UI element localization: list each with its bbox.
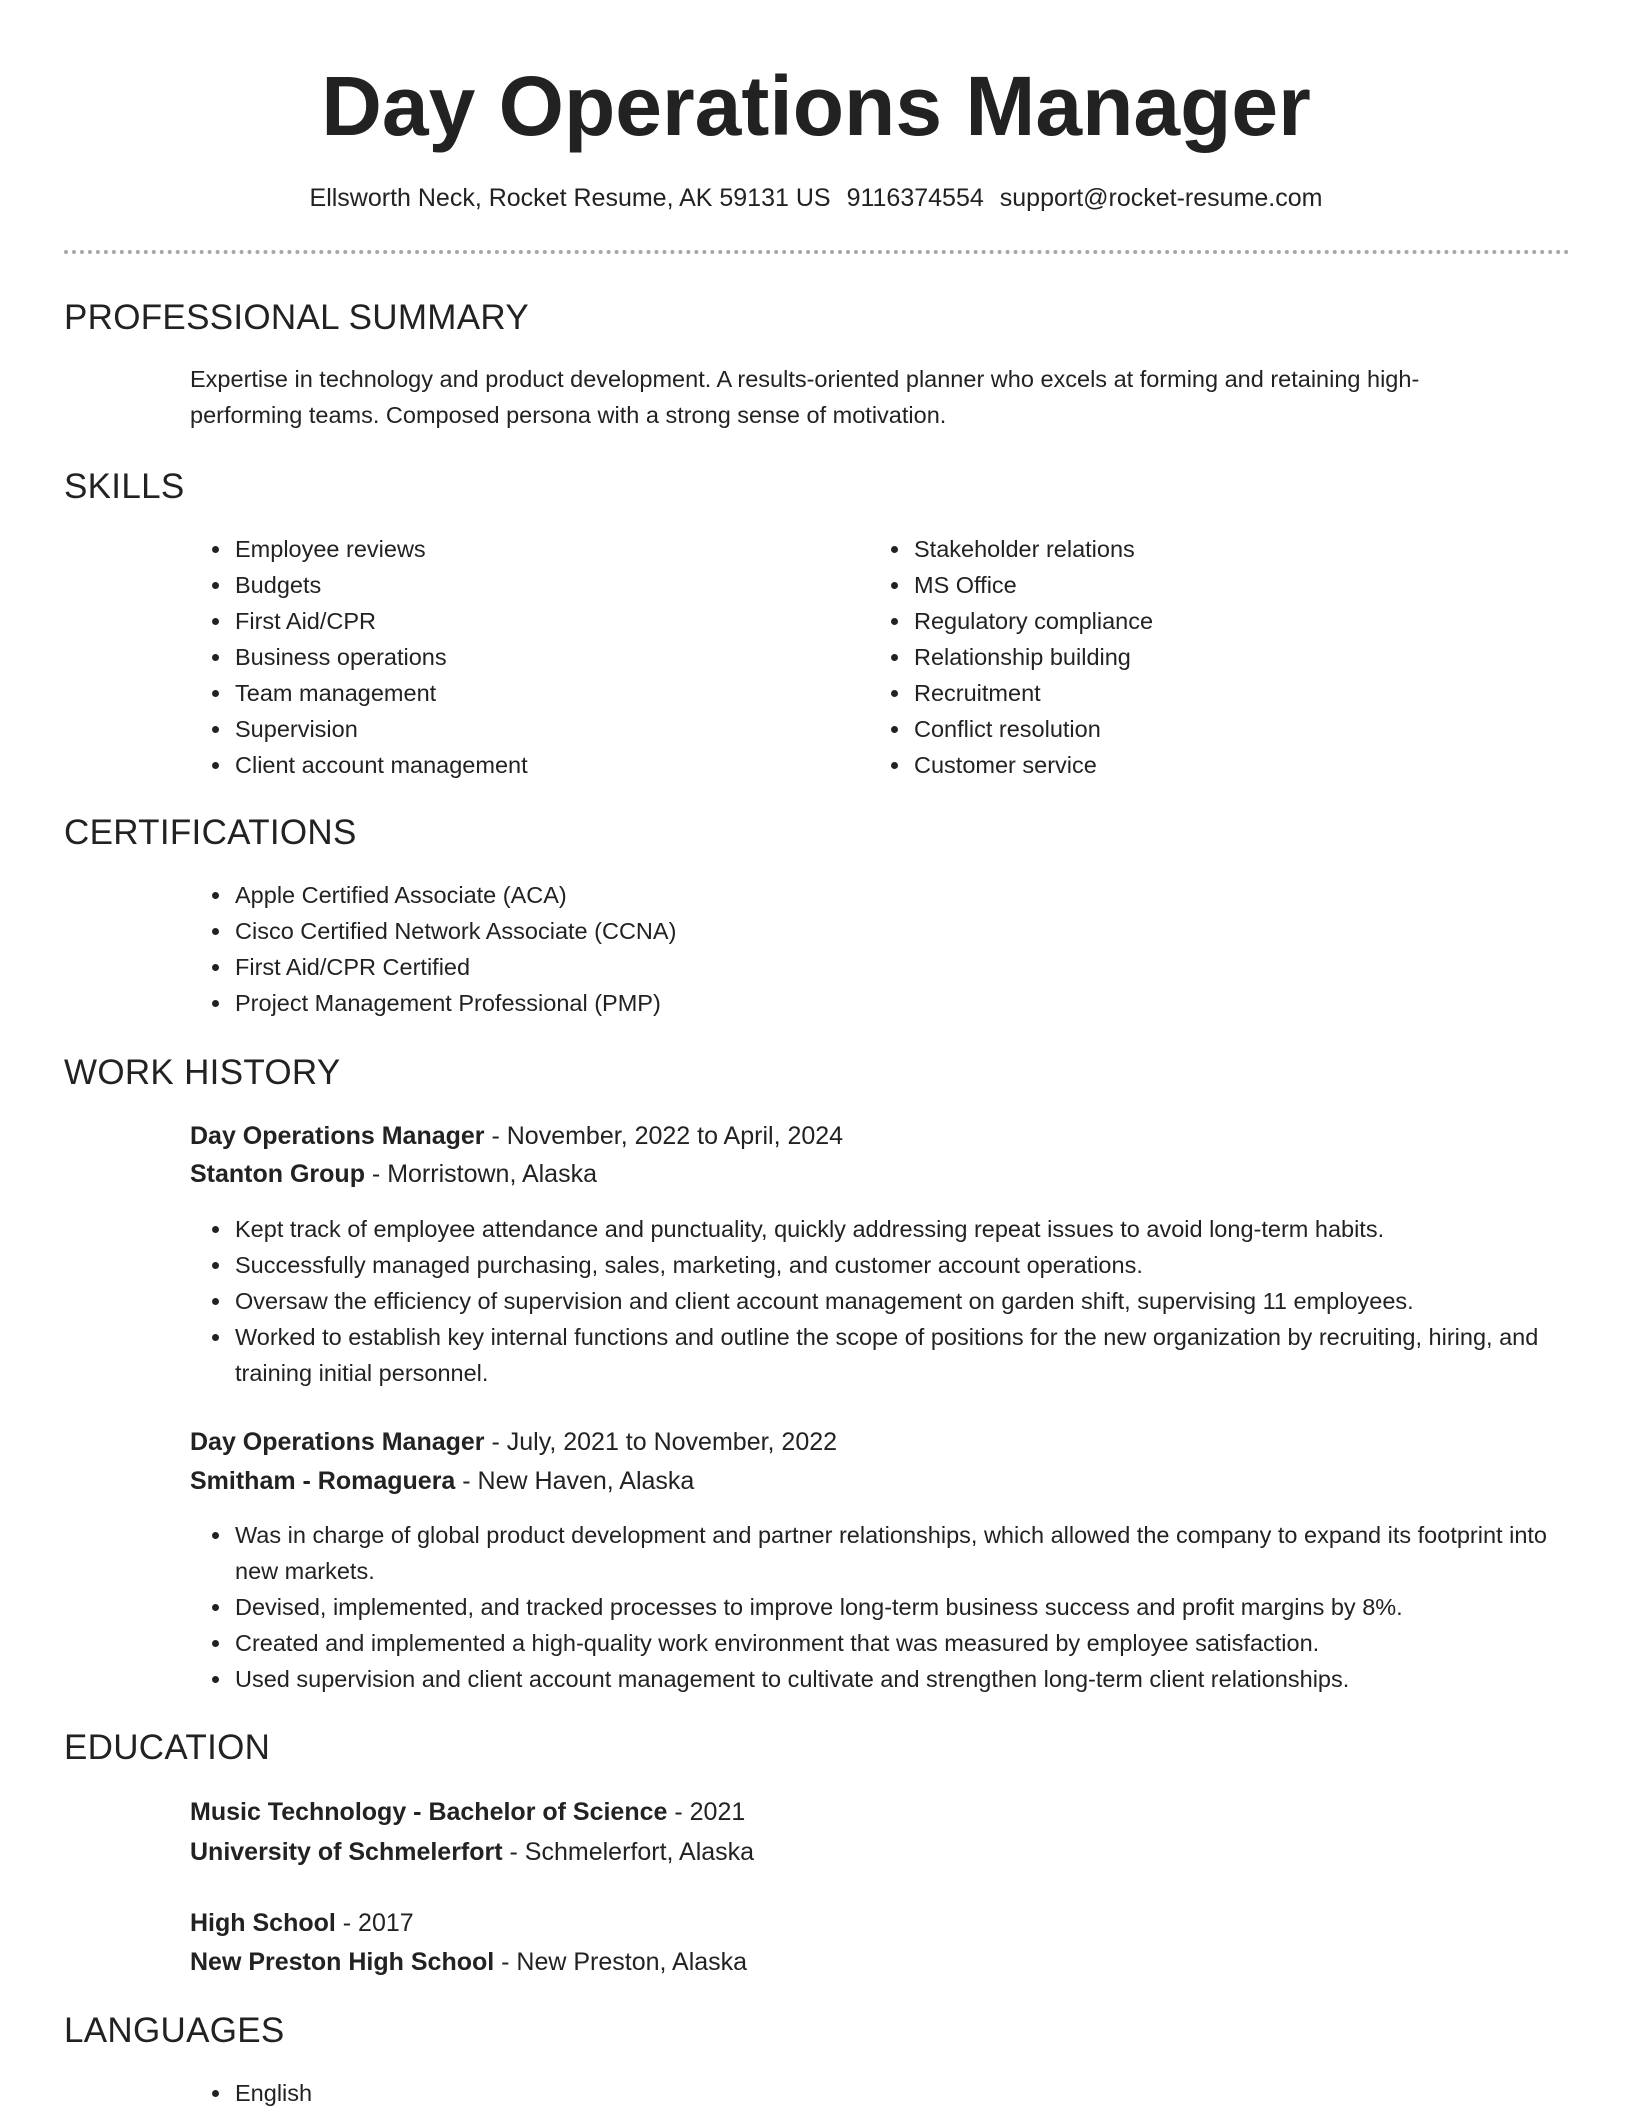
skill-item: • Conflict resolution xyxy=(912,711,1532,747)
job-bullet: • Successfully managed purchasing, sales, marketing, and customer account operations. xyxy=(233,1247,1553,1283)
education-school-line xyxy=(190,1943,747,1981)
skill-item: • Stakeholder relations xyxy=(912,531,1532,567)
skill-item: • First Aid/CPR xyxy=(233,603,853,639)
job-location: - Morristown, Alaska xyxy=(364,1160,597,1188)
job-bullet: • Oversaw the efficiency of supervision and client account management on garden shift, supervising 11 employees. xyxy=(233,1283,1553,1319)
skills-heading: SKILLS xyxy=(64,467,185,506)
education-location: - New Preston, Alaska xyxy=(494,1948,748,1976)
job-bullets xyxy=(190,1517,1553,1697)
job-bullet: • Worked to establish key internal functions and outline the scope of positions for the new organization by recruiting, hiring, and training initial personnel. xyxy=(233,1319,1553,1391)
skill-item: • Recruitment xyxy=(912,675,1532,711)
education-degree-line xyxy=(190,1793,745,1831)
certifications-list xyxy=(190,877,1533,1021)
languages-heading: LANGUAGES xyxy=(64,2011,285,2050)
education-school: University of Schmelerfort xyxy=(190,1838,503,1866)
skill-item: • Relationship building xyxy=(912,639,1532,675)
job-company: Stanton Group xyxy=(190,1160,365,1188)
job-dates: - November, 2022 to April, 2024 xyxy=(484,1122,844,1150)
education-degree: Music Technology - Bachelor of Science xyxy=(190,1798,668,1826)
education-school: New Preston High School xyxy=(190,1948,495,1976)
skills-list-left xyxy=(190,531,853,783)
resume-name: Day Operations Manager xyxy=(321,59,1311,153)
job-title-line xyxy=(190,1117,843,1155)
education-location: - Schmelerfort, Alaska xyxy=(502,1838,755,1866)
skill-item: • Client account management xyxy=(233,747,853,783)
education-year: - 2017 xyxy=(335,1909,414,1937)
certification-item: • Cisco Certified Network Associate (CCNA) xyxy=(233,913,1533,949)
languages-list xyxy=(190,2075,1533,2111)
contact-address: Ellsworth Neck, Rocket Resume, AK 59131 US xyxy=(309,184,831,212)
skills-list-right xyxy=(869,531,1532,783)
contact-line xyxy=(0,180,1632,216)
job-bullet: • Used supervision and client account management to cultivate and strengthen long-term client relationships. xyxy=(233,1661,1553,1697)
job-bullets xyxy=(190,1211,1553,1391)
skill-item: • Employee reviews xyxy=(233,531,853,567)
work-history-heading: WORK HISTORY xyxy=(64,1053,341,1092)
education-heading: EDUCATION xyxy=(64,1728,271,1767)
job-bullet: • Was in charge of global product development and partner relationships, which allowed the company to expand its footprint into new markets. xyxy=(233,1517,1553,1589)
job-bullet: • Devised, implemented, and tracked processes to improve long-term business success and profit margins by 8%. xyxy=(233,1589,1553,1625)
job-title-line xyxy=(190,1423,837,1461)
job-role: Day Operations Manager xyxy=(190,1428,485,1456)
skill-item: • Budgets xyxy=(233,567,853,603)
job-location: - New Haven, Alaska xyxy=(455,1467,695,1495)
skill-item: • Supervision xyxy=(233,711,853,747)
skill-item: • Team management xyxy=(233,675,853,711)
job-dates: - July, 2021 to November, 2022 xyxy=(484,1428,838,1456)
skill-item: • Regulatory compliance xyxy=(912,603,1532,639)
certification-item: • Apple Certified Associate (ACA) xyxy=(233,877,1533,913)
education-year: - 2021 xyxy=(667,1798,746,1826)
education-degree-line xyxy=(190,1904,414,1942)
education-school-line xyxy=(190,1833,754,1871)
job-bullet: • Created and implemented a high-quality work environment that was measured by employee satisfaction. xyxy=(233,1625,1553,1661)
education-degree: High School xyxy=(190,1909,336,1937)
certification-item: • First Aid/CPR Certified xyxy=(233,949,1533,985)
job-company-line xyxy=(190,1462,694,1500)
summary-text: Expertise in technology and product development. A results-oriented planner who excels at forming and retaining high-performing teams. Composed persona with a strong sense of motivation. xyxy=(190,366,1420,428)
job-bullet: • Kept track of employee attendance and punctuality, quickly addressing repeat issues to avoid long-term habits. xyxy=(233,1211,1553,1247)
job-role: Day Operations Manager xyxy=(190,1122,485,1150)
header-divider xyxy=(64,250,1570,254)
job-company-line xyxy=(190,1155,597,1193)
language-item: • English xyxy=(233,2075,1533,2111)
skill-item: • MS Office xyxy=(912,567,1532,603)
job-company: Smitham - Romaguera xyxy=(190,1467,456,1495)
contact-email: support@rocket-resume.com xyxy=(999,184,1323,212)
skill-item: • Business operations xyxy=(233,639,853,675)
skill-item: • Customer service xyxy=(912,747,1532,783)
contact-phone: 9116374554 xyxy=(846,184,984,212)
certification-item: • Project Management Professional (PMP) xyxy=(233,985,1533,1021)
certifications-heading: CERTIFICATIONS xyxy=(64,813,357,852)
summary-heading: PROFESSIONAL SUMMARY xyxy=(64,298,529,337)
